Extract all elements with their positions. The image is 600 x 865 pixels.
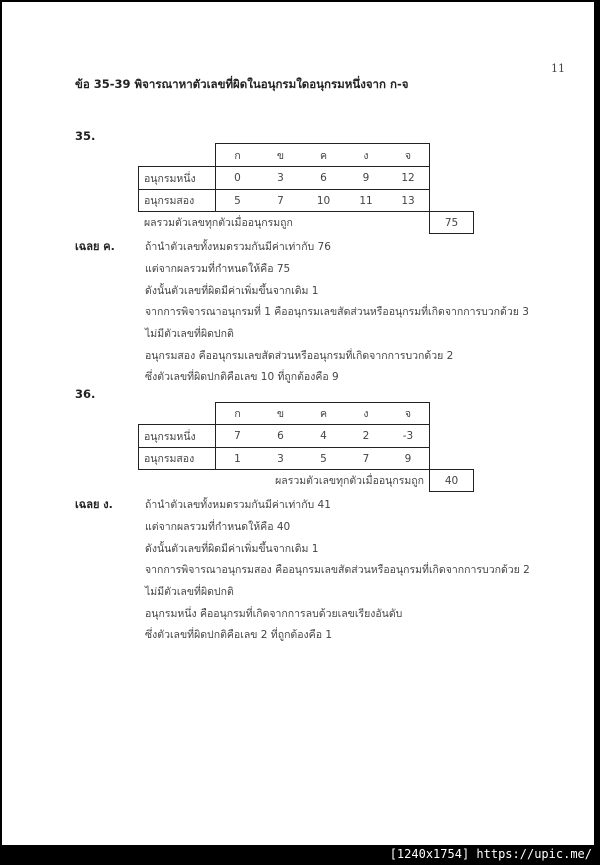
table-cell: 7	[362, 452, 370, 465]
table-cell: 10	[316, 194, 331, 207]
column-header: จ	[404, 408, 412, 420]
explanation-line: แต่จากผลรวมที่กำหนดให้คือ 75	[145, 263, 291, 275]
explanation-line: ไม่มีตัวเลขที่ผิดปกติ	[145, 586, 234, 598]
table-cell: -3	[402, 430, 414, 442]
table-cell: 5	[234, 194, 241, 207]
column-header: ข	[276, 408, 285, 420]
column-header: จ	[404, 149, 412, 162]
row-label: อนุกรมหนึ่ง	[144, 172, 196, 185]
column-header: ข	[276, 149, 285, 162]
sum-label: ผลรวมตัวเลขทุกตัวเมื่ออนุกรมถูก	[144, 217, 293, 229]
column-header: ก	[234, 408, 241, 420]
document-page	[2, 2, 594, 845]
table-cell: 6	[320, 172, 327, 184]
column-header: ค	[319, 408, 328, 420]
table-cell: 5	[320, 452, 327, 465]
row-label: อนุกรมสอง	[144, 195, 195, 207]
explanation-line: ถ้านำตัวเลขทั้งหมดรวมกันมีค่าเท่ากับ 41	[145, 499, 331, 511]
explanation-line: ไม่มีตัวเลขที่ผิดปกติ	[145, 328, 234, 340]
explanation-line: ถ้านำตัวเลขทั้งหมดรวมกันมีค่าเท่ากับ 76	[145, 241, 331, 253]
table-cell: 2	[362, 430, 370, 442]
answer-label: เฉลย ค.	[75, 240, 115, 253]
column-header: ง	[363, 408, 369, 420]
column-header: ค	[319, 149, 328, 162]
explanation-line: ดังนั้นตัวเลขที่ผิดมีค่าเพิ่มขึ้นจากเดิม 1	[145, 285, 319, 297]
row-label: อนุกรมสอง	[144, 453, 195, 465]
sum-label: ผลรวมตัวเลขทุกตัวเมื่ออนุกรมถูก	[275, 475, 424, 487]
question-number: 36.	[75, 387, 96, 401]
explanation-line: ซึ่งตัวเลขที่ผิดปกติคือเลข 10 ที่ถูกต้องคือ 9	[145, 371, 339, 383]
table-cell: 1	[234, 452, 241, 465]
table-cell: 3	[277, 172, 284, 184]
table-cell: 3	[277, 452, 284, 465]
table-cell: 13	[401, 194, 415, 207]
answer-label: เฉลย ง.	[75, 498, 113, 511]
explanation-line: แต่จากผลรวมที่กำหนดให้คือ 40	[145, 521, 291, 533]
explanation-line: ซึ่งตัวเลขที่ผิดปกติคือเลข 2 ที่ถูกต้องคือ 1	[145, 629, 333, 641]
table-cell: 7	[234, 430, 241, 442]
explanation-line: จากการพิจารณาอนุกรมสอง คืออนุกรมเลขสัดส่วนหรืออนุกรมที่เกิดจากการบวกด้วย 2	[145, 564, 530, 576]
table-cell: 9	[362, 172, 370, 184]
table-cell: 12	[401, 172, 415, 184]
explanation-line: จากการพิจารณาอนุกรมที่ 1 คืออนุกรมเลขสัดส่วนหรืออนุกรมที่เกิดจากการบวกด้วย 3	[145, 306, 529, 318]
table-cell: 4	[320, 430, 327, 442]
explanation-line: อนุกรมสอง คืออนุกรมเลขสัดส่วนหรืออนุกรมที่เกิดจากการบวกด้วย 2	[145, 350, 454, 362]
explanation-line: ดังนั้นตัวเลขที่ผิดมีค่าเพิ่มขึ้นจากเดิม 1	[145, 543, 319, 555]
table-cell: 9	[404, 452, 412, 465]
table-cell: 0	[234, 172, 241, 184]
table-cell: 6	[277, 430, 284, 442]
sum-value: 40	[444, 474, 459, 487]
section-title: ข้อ 35-39 พิจารณาหาตัวเลขที่ผิดในอนุกรมใดอนุกรมหนึ่งจาก ก-จ	[75, 77, 409, 91]
image-caption-bar	[0, 845, 600, 865]
column-header: ง	[363, 149, 369, 162]
page-number: 11	[551, 62, 565, 75]
explanation-line: อนุกรมหนึ่ง คืออนุกรมที่เกิดจากการลบด้วยเลขเรียงอันดับ	[145, 608, 403, 620]
table-cell: 7	[277, 194, 284, 207]
table-cell: 11	[359, 194, 373, 207]
column-header: ก	[234, 149, 241, 162]
image-caption: [1240x1754] https://upic.me/	[389, 847, 592, 861]
question-number: 35.	[75, 129, 96, 143]
row-label: อนุกรมหนึ่ง	[144, 430, 196, 443]
sum-value: 75	[444, 216, 459, 229]
